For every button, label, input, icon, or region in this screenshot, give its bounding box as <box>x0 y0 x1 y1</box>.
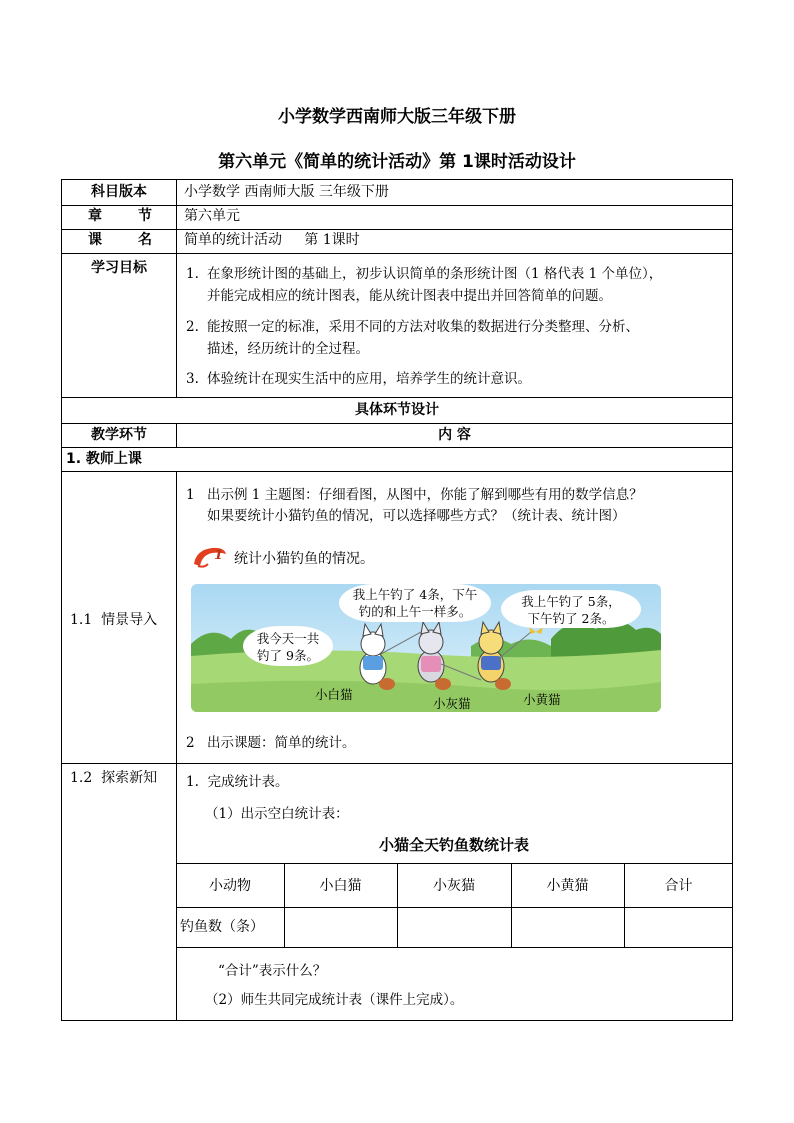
stat-table-header: 合计 <box>664 878 693 894</box>
stat-table-row-label: 钓鱼数（条） <box>180 919 264 935</box>
goal-number: 3. <box>186 371 199 387</box>
example-badge-icon <box>190 544 230 572</box>
section-title: 具体环节设计 <box>355 402 439 418</box>
fishing-cats-illustration <box>191 584 661 712</box>
goal-line: 在象形统计图的基础上，初步认识简单的条形统计图（1 格代表 1 个单位）， <box>207 266 663 282</box>
chapter-label <box>88 206 152 226</box>
chapter-value: 第六单元 <box>184 208 240 224</box>
row-divider <box>61 763 733 764</box>
content-line: （1）出示空白统计表： <box>205 806 349 822</box>
row-divider <box>61 229 733 230</box>
col-divider <box>176 471 177 1021</box>
stat-table-header: 小白猫 <box>319 878 362 894</box>
stat-table-line <box>176 907 733 908</box>
goal-number: 1. <box>186 266 199 282</box>
step-label: 1.1 情景导入 <box>70 612 158 628</box>
stat-table-line <box>176 863 733 864</box>
item-line: 出示课题：简单的统计。 <box>207 735 356 751</box>
goals-label: 学习目标 <box>91 260 147 276</box>
cat-label-white: 小白猫 <box>315 687 353 702</box>
item-number: 2 <box>186 735 195 751</box>
cat-label-grey: 小灰猫 <box>433 696 471 711</box>
content-line: “合计”表示什么？ <box>218 963 327 979</box>
document-title: 小学数学西南师大版三年级下册 <box>278 107 516 127</box>
cat-label-yellow: 小黄猫 <box>523 692 561 707</box>
document-subtitle: 第六单元《简单的统计活动》第 1课时活动设计 <box>218 152 576 172</box>
part-title: 1. 教师上课 <box>66 451 142 467</box>
chapter-label-char: 章 <box>88 208 102 224</box>
bubble-line: 下午钓了 2条。 <box>527 611 615 626</box>
subject-value: 小学数学 西南师大版 三年级下册 <box>184 184 389 200</box>
column-header-content: 内 容 <box>438 427 471 443</box>
speech-bubble-yellow-cat <box>501 590 641 628</box>
col-divider <box>176 179 177 397</box>
item-line: 出示例 1 主题图：仔细看图，从图中，你能了解到哪些有用的数学信息？ <box>207 487 643 503</box>
lesson-label-char: 名 <box>138 232 152 248</box>
badge-text: 统计小猫钓鱼的情况。 <box>234 551 374 567</box>
stat-table-line <box>176 947 733 948</box>
item-line: 如果要统计小猫钓鱼的情况，可以选择哪些方式？（统计表、统计图） <box>207 508 626 524</box>
lesson-label-char: 课 <box>88 232 102 248</box>
bubble-line: 我上午钓了 5条， <box>521 594 621 609</box>
speech-bubble-grey-cat <box>339 584 491 622</box>
row-divider <box>61 397 733 398</box>
content-line: （2）师生共同完成统计表（课件上完成）。 <box>205 992 464 1008</box>
speech-bubble-white-cat <box>243 626 333 666</box>
lesson-label <box>88 230 152 250</box>
goal-line: 并能完成相应的统计图表，能从统计图表中提出并回答简单的问题。 <box>207 288 612 304</box>
lesson-value: 简单的统计活动 第 1课时 <box>184 232 360 248</box>
stat-table-header: 小黄猫 <box>546 878 589 894</box>
goal-line: 体验统计在现实生活中的应用，培养学生的统计意识。 <box>207 371 531 387</box>
row-divider <box>61 447 733 448</box>
row-divider <box>61 423 733 424</box>
badge-number: 1 <box>214 548 224 563</box>
bubble-line: 钓了 9条。 <box>257 648 319 663</box>
goal-number: 2. <box>186 319 199 335</box>
bubble-line: 我上午钓了 4条，下午 <box>352 587 478 602</box>
row-divider <box>61 205 733 206</box>
bubble-line: 钓的和上午一样多。 <box>358 604 472 619</box>
row-divider <box>61 253 733 254</box>
goal-line: 能按照一定的标准，采用不同的方法对收集的数据进行分类整理、分析、 <box>207 319 639 335</box>
chapter-label-char: 节 <box>138 208 152 224</box>
goal-line: 描述，经历统计的全过程。 <box>207 341 369 357</box>
bubble-line: 我今天一共 <box>256 631 320 646</box>
step-label: 1.2 探索新知 <box>70 770 158 786</box>
subject-label: 科目版本 <box>91 184 147 200</box>
content-line: 1. 完成统计表。 <box>186 774 289 790</box>
stat-table-header: 小灰猫 <box>433 878 475 894</box>
stat-table-title: 小猫全天钓鱼数统计表 <box>378 836 529 854</box>
stat-table-header: 小动物 <box>209 878 251 894</box>
column-header-step: 教学环节 <box>91 427 147 443</box>
item-number: 1 <box>186 487 195 503</box>
row-divider <box>61 471 733 472</box>
